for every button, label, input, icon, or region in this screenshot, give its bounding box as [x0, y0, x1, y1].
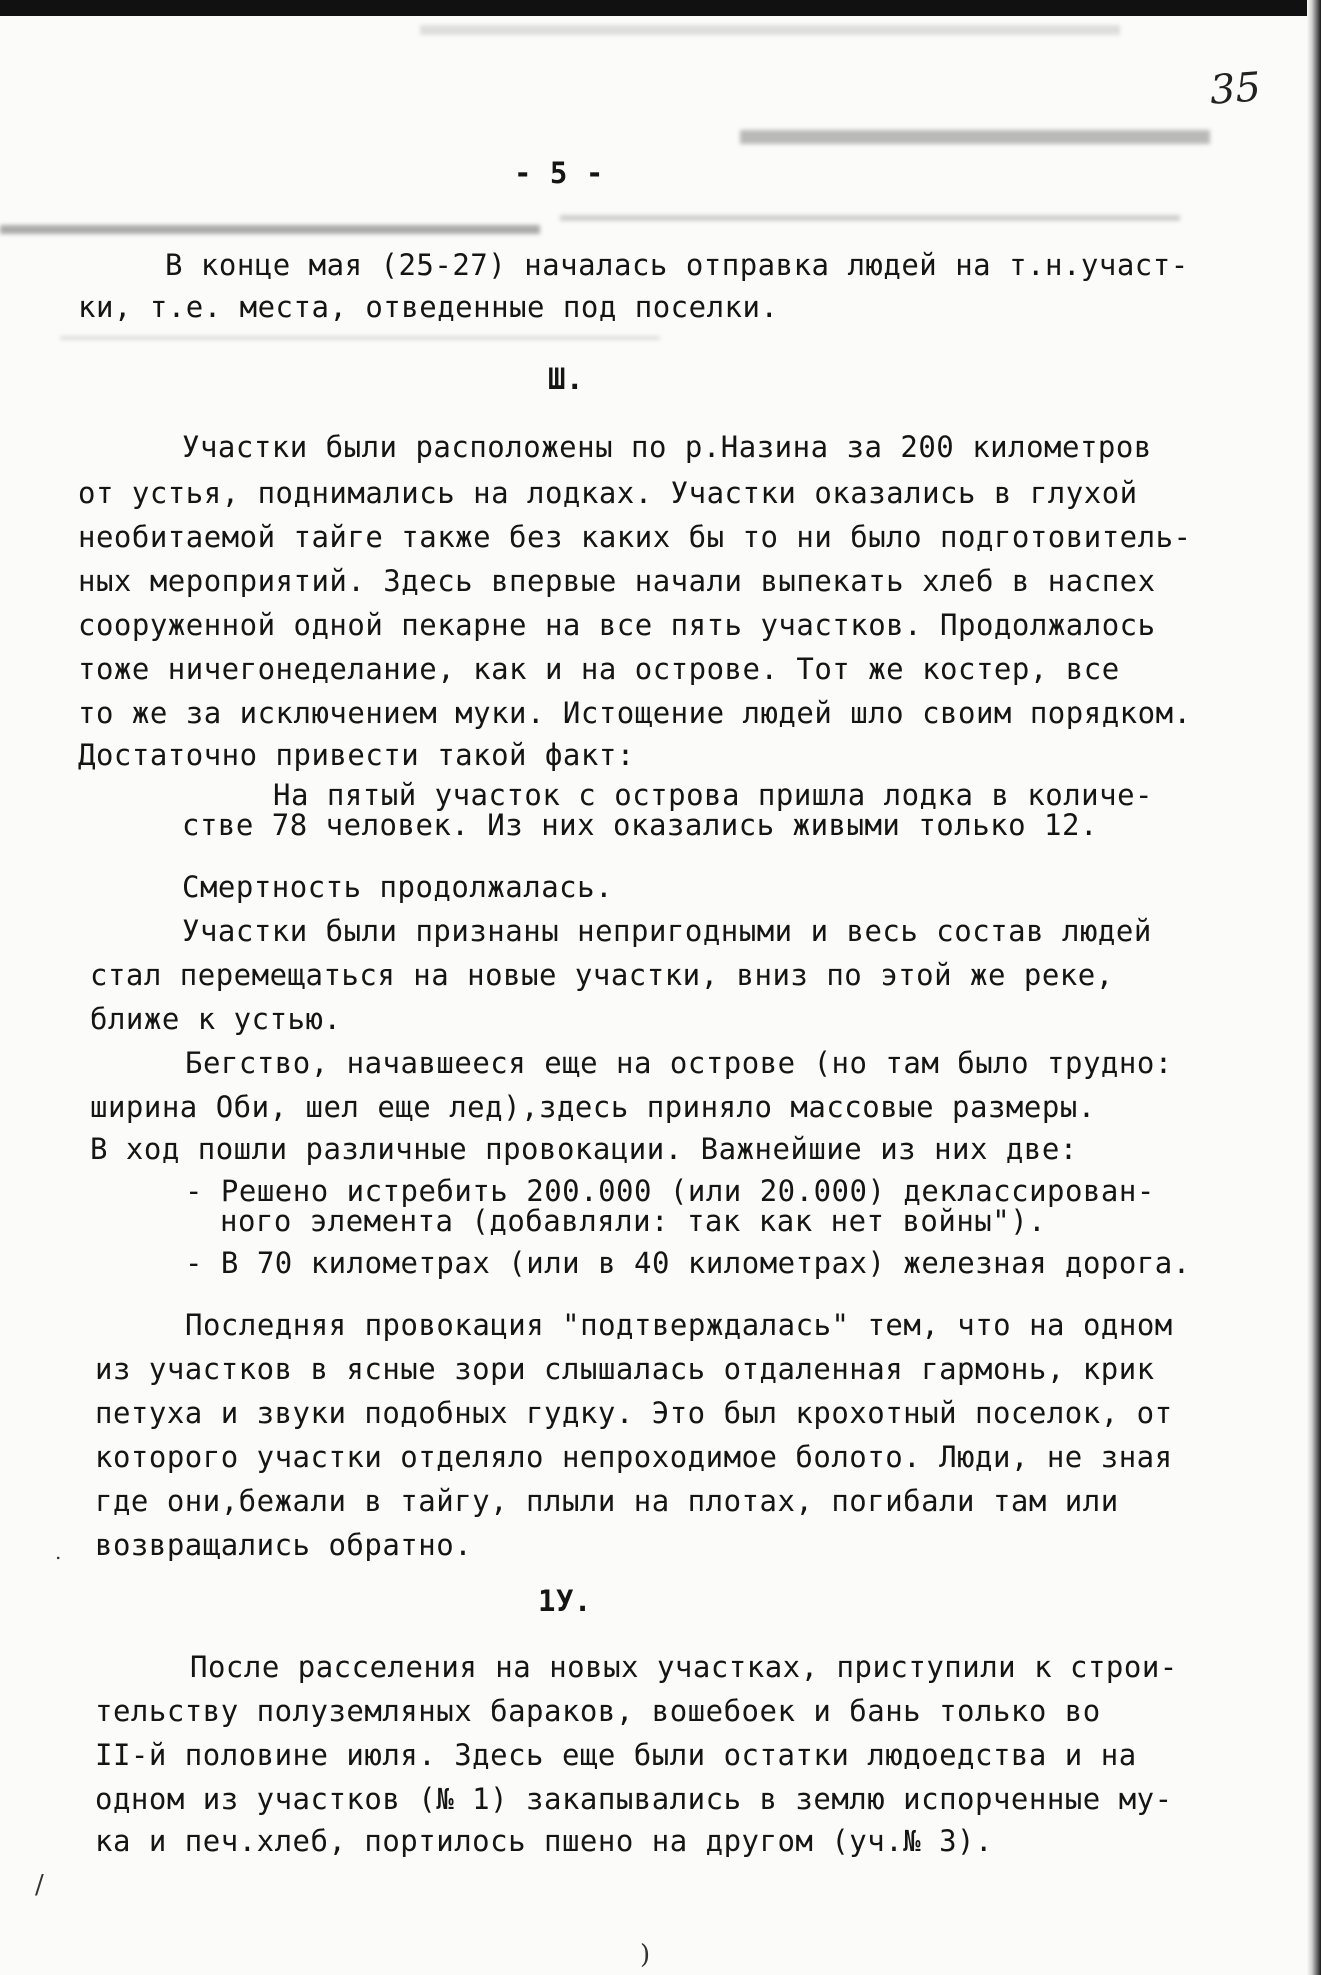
text-line: II-й половине июля. Здесь еще были остатки людоедства и на: [95, 1738, 1137, 1772]
text-line: ных мероприятий. Здесь впервые начали выпекать хлеб в наспех: [78, 564, 1156, 598]
page-number: - 5 -: [514, 156, 604, 190]
text-line: Участки были расположены по р.Назина за 200 километров: [182, 430, 1152, 464]
text-line: от устья, поднимались на лодках. Участки оказались в глухой: [78, 476, 1138, 510]
scan-mark: .: [55, 1540, 62, 1564]
text-line: В ход пошли различные провокации. Важнейшие из них две:: [90, 1132, 1078, 1166]
text-line: которого участки отделяло непроходимое болото. Люди, не зная: [95, 1440, 1173, 1474]
text-line: ширина Оби, шел еще лед),здесь приняло массовые размеры.: [90, 1090, 1096, 1124]
text-line: возвращались обратно.: [95, 1528, 473, 1562]
text-line: тоже ничегонеделание, как и на острове. Тот же костер, все: [78, 652, 1120, 686]
text-line: Смертность продолжалась.: [182, 870, 614, 904]
quote-line: стве 78 человек. Из них оказались живыми только 12.: [182, 808, 1098, 842]
text-line: В конце мая (25-27) началась отправка людей на т.н.участ-: [165, 248, 1189, 282]
folio-number: 35: [1208, 64, 1263, 114]
text-line: Последняя провокация "подтверждалась" тем, что на одном: [185, 1308, 1173, 1342]
text-line: то же за исключением муки. Истощение людей шло своим порядком.: [78, 696, 1192, 730]
text-line: Достаточно привести такой факт:: [78, 738, 635, 772]
text-line: ближе к устью.: [90, 1002, 342, 1036]
section-heading-3: Ш.: [548, 362, 584, 396]
text-line: петуха и звуки подобных гудку. Это был крохотный поселок, от: [95, 1396, 1173, 1430]
list-item: - В 70 километрах (или в 40 километрах) железная дорога.: [185, 1246, 1191, 1280]
text-line: Бегство, начавшееся еще на острове (но там было трудно:: [185, 1046, 1173, 1080]
text-line: необитаемой тайге также без каких бы то ни было подготовитель-: [78, 520, 1192, 554]
text-line: из участков в ясные зори слышалась отдаленная гармонь, крик: [95, 1352, 1155, 1386]
text-line: ки, т.е. места, отведенные под поселки.: [78, 290, 779, 324]
text-line: стал перемещаться на новые участки, вниз по этой же реке,: [90, 958, 1114, 992]
text-line: Участки были признаны непригодными и весь состав людей: [182, 914, 1152, 948]
text-line: сооруженной одной пекарне на все пять участков. Продолжалось: [78, 608, 1156, 642]
scan-mark: ): [640, 1940, 651, 1970]
text-line: После расселения на новых участках, приступили к строи-: [190, 1650, 1178, 1684]
text-line: где они,бежали в тайгу, плыли на плотах, погибали там или: [95, 1484, 1119, 1518]
list-item-continuation: ного элемента (добавляли: так как нет войны").: [220, 1204, 1047, 1238]
text-line: тельству полуземляных бараков, вошебоек и бань только во: [95, 1694, 1101, 1728]
section-heading-4: 1У.: [538, 1584, 592, 1618]
text-line: ка и печ.хлеб, портилось пшено на другом (уч.№ 3).: [95, 1824, 993, 1858]
list-item: - Решено истребить 200.000 (или 20.000) деклассирован-: [185, 1174, 1155, 1208]
scan-mark: /: [35, 1870, 44, 1900]
quote-line: На пятый участок с острова пришла лодка в количе-: [273, 778, 1154, 812]
text-line: одном из участков (№ 1) закапывались в землю испорченные му-: [95, 1782, 1173, 1816]
